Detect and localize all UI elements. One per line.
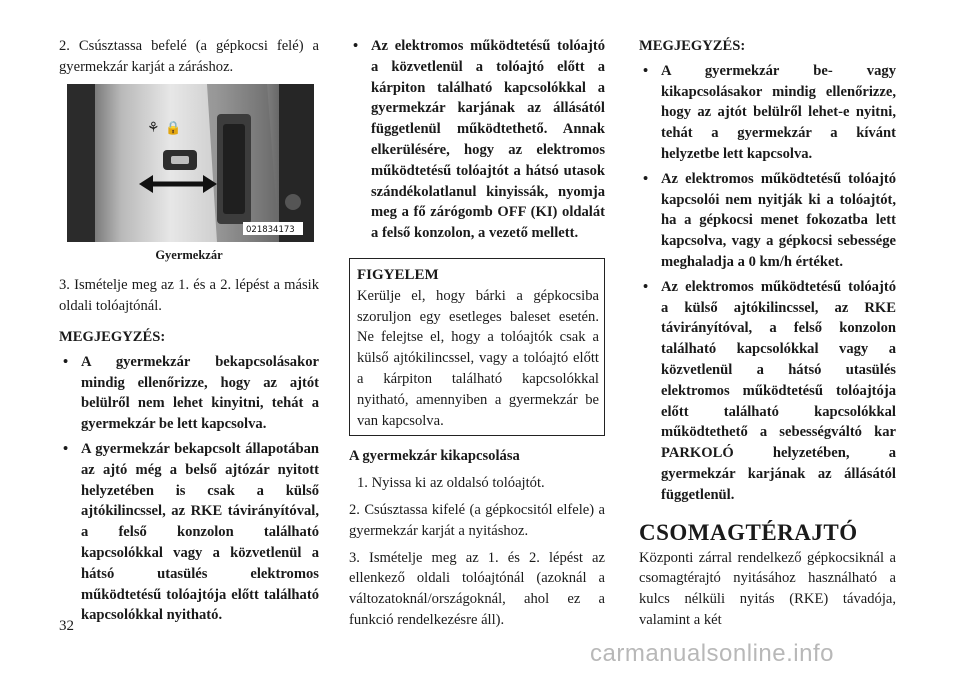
svg-text:⚘: ⚘ <box>147 119 160 136</box>
section-heading: CSOMAGTÉRAJTÓ <box>639 519 858 545</box>
step-item: 3. Ismételje meg az 1. és 2. lépést az ellenkező oldali tolóajtónál (azoknál a változatoknál/országoknál, ahol ez a funkció rendelkezésre áll). <box>349 549 605 628</box>
section-subheading: A gyermekzár kikapcsolása <box>349 448 520 465</box>
power-door-note <box>349 36 605 244</box>
section-body: Központi zárral rendelkező gépkocsiknál a csomagtérajtó nyitásához használható a kulcs nélküli nyitás (RKE) távadója, valamint a két <box>639 549 896 628</box>
image-code: 021834173 <box>246 224 295 235</box>
notes-title: MEGJEGYZÉS: <box>59 328 166 345</box>
step-item: 1. Nyissa ki az oldalsó tolóajtót. <box>357 475 545 492</box>
step-item: 2. Csúsztassa kifelé (a gépkocsitól elfele) a gyermekzár karját a nyitáshoz. <box>349 501 605 539</box>
child-lock-photo <box>67 84 314 242</box>
column-middle <box>349 36 605 637</box>
watermark: carmanualsonline.info <box>590 640 834 667</box>
notes-list <box>59 352 319 626</box>
svg-text:🔒: 🔒 <box>165 120 182 136</box>
column-left <box>59 36 319 630</box>
child-lock-illustration <box>67 84 314 242</box>
step-2-text: 2. Csúsztassa befelé (a gépkocsi felé) a gyermekzár karját a záráshoz. <box>59 38 319 75</box>
list-item: • A gyermekzár bekapcsolt állapotában az ajtó még a belső ajtózár nyitott helyzetében is csak a külső ajtókilincssel, az RKE távirányítóval, a felső konzolon található kapcsolókkal vagy a közvetlenül a hátsó utasülés elektromos működtetésű tolóajtója előtt található kapcsolókkal nyitható. <box>59 439 319 626</box>
column-right <box>639 36 896 631</box>
notes-list <box>639 61 896 506</box>
list-item: • Az elektromos működtetésű tolóajtó a közvetlenül a tolóajtó előtt a kárpiton található kapcsolókkal a gyermekzár karjának az állásától függetlenül működtethető. Annak elkerülésére, hogy az elektromos működtetésű tolóajtót a hátsó utasok szándékolatlanul kinyissák, nyomja meg a fő zárógomb OFF (KI) oldalát a felső konzolon, a vezető mellett. <box>349 36 605 244</box>
warning-title: FIGYELEM <box>357 266 439 283</box>
list-item: • Az elektromos működtetésű tolóajtó kapcsolói nem nyitják ki a tolóajtót, ha a gépkocsi menet fokozatba lett kapcsolva, vagy a gépkocsi sebessége meghaladja a 0 km/h értéket. <box>639 169 896 273</box>
step-3-text: 3. Ismételje meg az 1. és a 2. lépést a másik oldali tolóajtónál. <box>59 277 319 315</box>
image-caption: Gyermekzár <box>155 247 223 262</box>
list-item: • A gyermekzár be- vagy kikapcsolásakor mindig ellenőrizze, hogy az ajtót belülről lehet-e nyitni, tehát a gyermekzár a kívánt helyzetbe lett kapcsolva. <box>639 61 896 165</box>
warning-box <box>349 258 605 436</box>
warning-text: Kerülje el, hogy bárki a gépkocsiba szoruljon egy esetleges baleset esetén. Ne felejtse el, hogy a tolóajtók csak a külső ajtókilincssel, vagy a tolóajtó előtt a kárpiton található kapcsolókkal nyitható, amennyiben a gyermekzár be van kapcsolva. <box>357 287 599 429</box>
page-number: 32 <box>59 618 74 634</box>
notes-title: MEGJEGYZÉS: <box>639 38 746 54</box>
list-item: • A gyermekzár bekapcsolásakor mindig ellenőrizze, hogy az ajtót belülről nem lehet kinyitni, tehát a gyermekzár be lett kapcsolva. <box>59 352 319 435</box>
list-item: • Az elektromos működtetésű tolóajtó a külső ajtókilincssel, az RKE távirányítóval, a felső konzolon található kapcsolókkal vagy a közvetlenül a hátsó utasülés elektromos működtetésű tolóajtója előtt található kapcsolókkal működtethető a sebességváltó kar PARKOLÓ helyzetében, a gyermekzár karjának az állásától függetlenül. <box>639 277 896 506</box>
